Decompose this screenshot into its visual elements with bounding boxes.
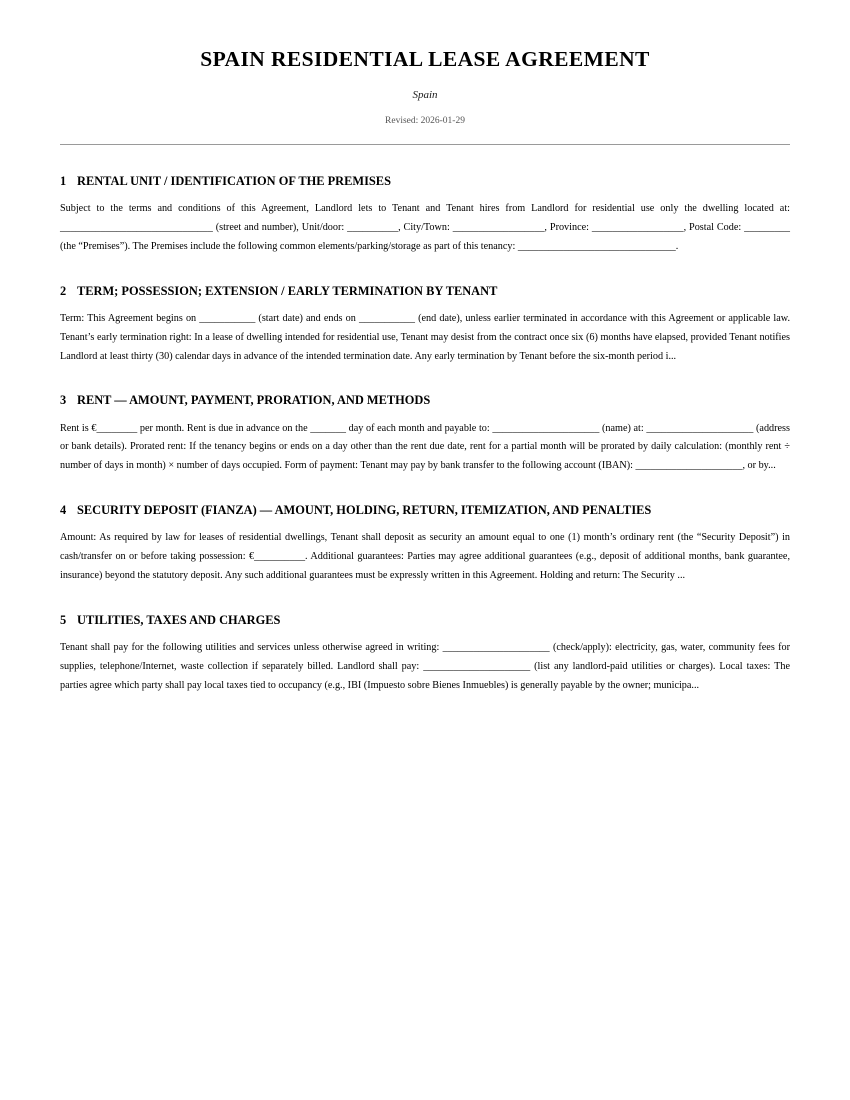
- section-heading-5: [60, 612, 790, 628]
- section-title-4: SECURITY DEPOSIT (FIANZA) — AMOUNT, HOLDING, RETURN, ITEMIZATION, AND PENALTIES: [77, 503, 652, 518]
- section-body-5: Tenant shall pay for the following utilities and services unless otherwise agreed in writing: _____________________ (check/apply): electricity, gas, water, community fees for supplies, telephone/Internet, waste collection if separately billed. Landlord shall pay: _____________________ (list any landlord-paid utilities or charges). Local taxes: The parties agree which party shall pay local taxes tied to occupancy (e.g., IBI (Impuesto sobre Bienes Inmuebles) is generally payable by the owner; municipa...: [60, 642, 790, 691]
- section-number-3: 3: [60, 393, 67, 408]
- document-header: [60, 0, 790, 145]
- section-heading-2: [60, 283, 790, 299]
- section-body-3: Rent is €________ per month. Rent is due in advance on the _______ day of each month and payable to: _____________________ (name) at: _____________________ (address or bank details). Prorated rent: If the tenancy begins or ends on a day other than the rent due date, rent for a partial month will be prorated by daily calculation: (monthly rent ÷ number of days in month) × number of days occupied. Form of payment: Tenant may pay by bank transfer to the following account (IBAN): _____________________, or by...: [60, 422, 790, 472]
- section-3: [60, 392, 790, 476]
- section-heading-3: [60, 392, 790, 408]
- section-title-2: TERM; POSSESSION; EXTENSION / EARLY TERMINATION BY TENANT: [77, 283, 498, 298]
- section-title-5: UTILITIES, TAXES AND CHARGES: [77, 612, 281, 627]
- section-title-3: RENT — AMOUNT, PAYMENT, PRORATION, AND METHODS: [77, 393, 431, 408]
- section-2: [60, 283, 790, 367]
- section-body-1: Subject to the terms and conditions of this Agreement, Landlord lets to Tenant and Tenant hires from Landlord for residential use only the dwelling located at: ______________________________ (street and number), Unit/door: __________, City/Town: __________________, Province: __________________, Postal Code: _________ (the “Premises”). The Premises include the following common elements/parking/storage as part of this tenancy: _______________________________.: [60, 203, 790, 252]
- section-number-5: 5: [60, 612, 67, 627]
- section-heading-4: [60, 502, 790, 518]
- section-number-4: 4: [60, 503, 67, 518]
- section-1: [60, 173, 790, 257]
- header-divider: [60, 144, 790, 145]
- section-body-2: Term: This Agreement begins on ___________ (start date) and ends on ___________ (end date), unless earlier terminated in accordance with this Agreement or applicable law. Tenant’s early termination right: In a lease of dwelling intended for residential use, Tenant may desist from the contract once six (6) months have elapsed, provided Tenant notifies Landlord at least thirty (30) calendar days in advance of the intended termination date. Any early termination by Tenant before the six-month period i...: [60, 312, 790, 362]
- section-title-1: RENTAL UNIT / IDENTIFICATION OF THE PREMISES: [77, 173, 391, 188]
- section-number-1: 1: [60, 173, 67, 188]
- section-5: [60, 612, 790, 696]
- document-subtitle: Spain: [412, 88, 438, 101]
- section-body-4: Amount: As required by law for leases of residential dwellings, Tenant shall deposit as security an amount equal to one (1) month’s ordinary rent (the “Security Deposit”) in cash/transfer on or before taking possession: €__________. Additional guarantees: Parties may agree additional guarantees (e.g., deposit of additional months, bank guarantee, insurance) beyond the statutory deposit. Any such additional guarantees must be expressly written in this Agreement. Holding and return: The Security ...: [60, 532, 790, 581]
- section-heading-1: [60, 173, 790, 189]
- page-title: SPAIN RESIDENTIAL LEASE AGREEMENT: [200, 47, 650, 71]
- document-content: [60, 0, 790, 696]
- section-4: [60, 502, 790, 586]
- document-revision-date: Revised: 2026-01-29: [385, 115, 465, 126]
- sections-list: [60, 173, 790, 696]
- section-number-2: 2: [60, 283, 67, 298]
